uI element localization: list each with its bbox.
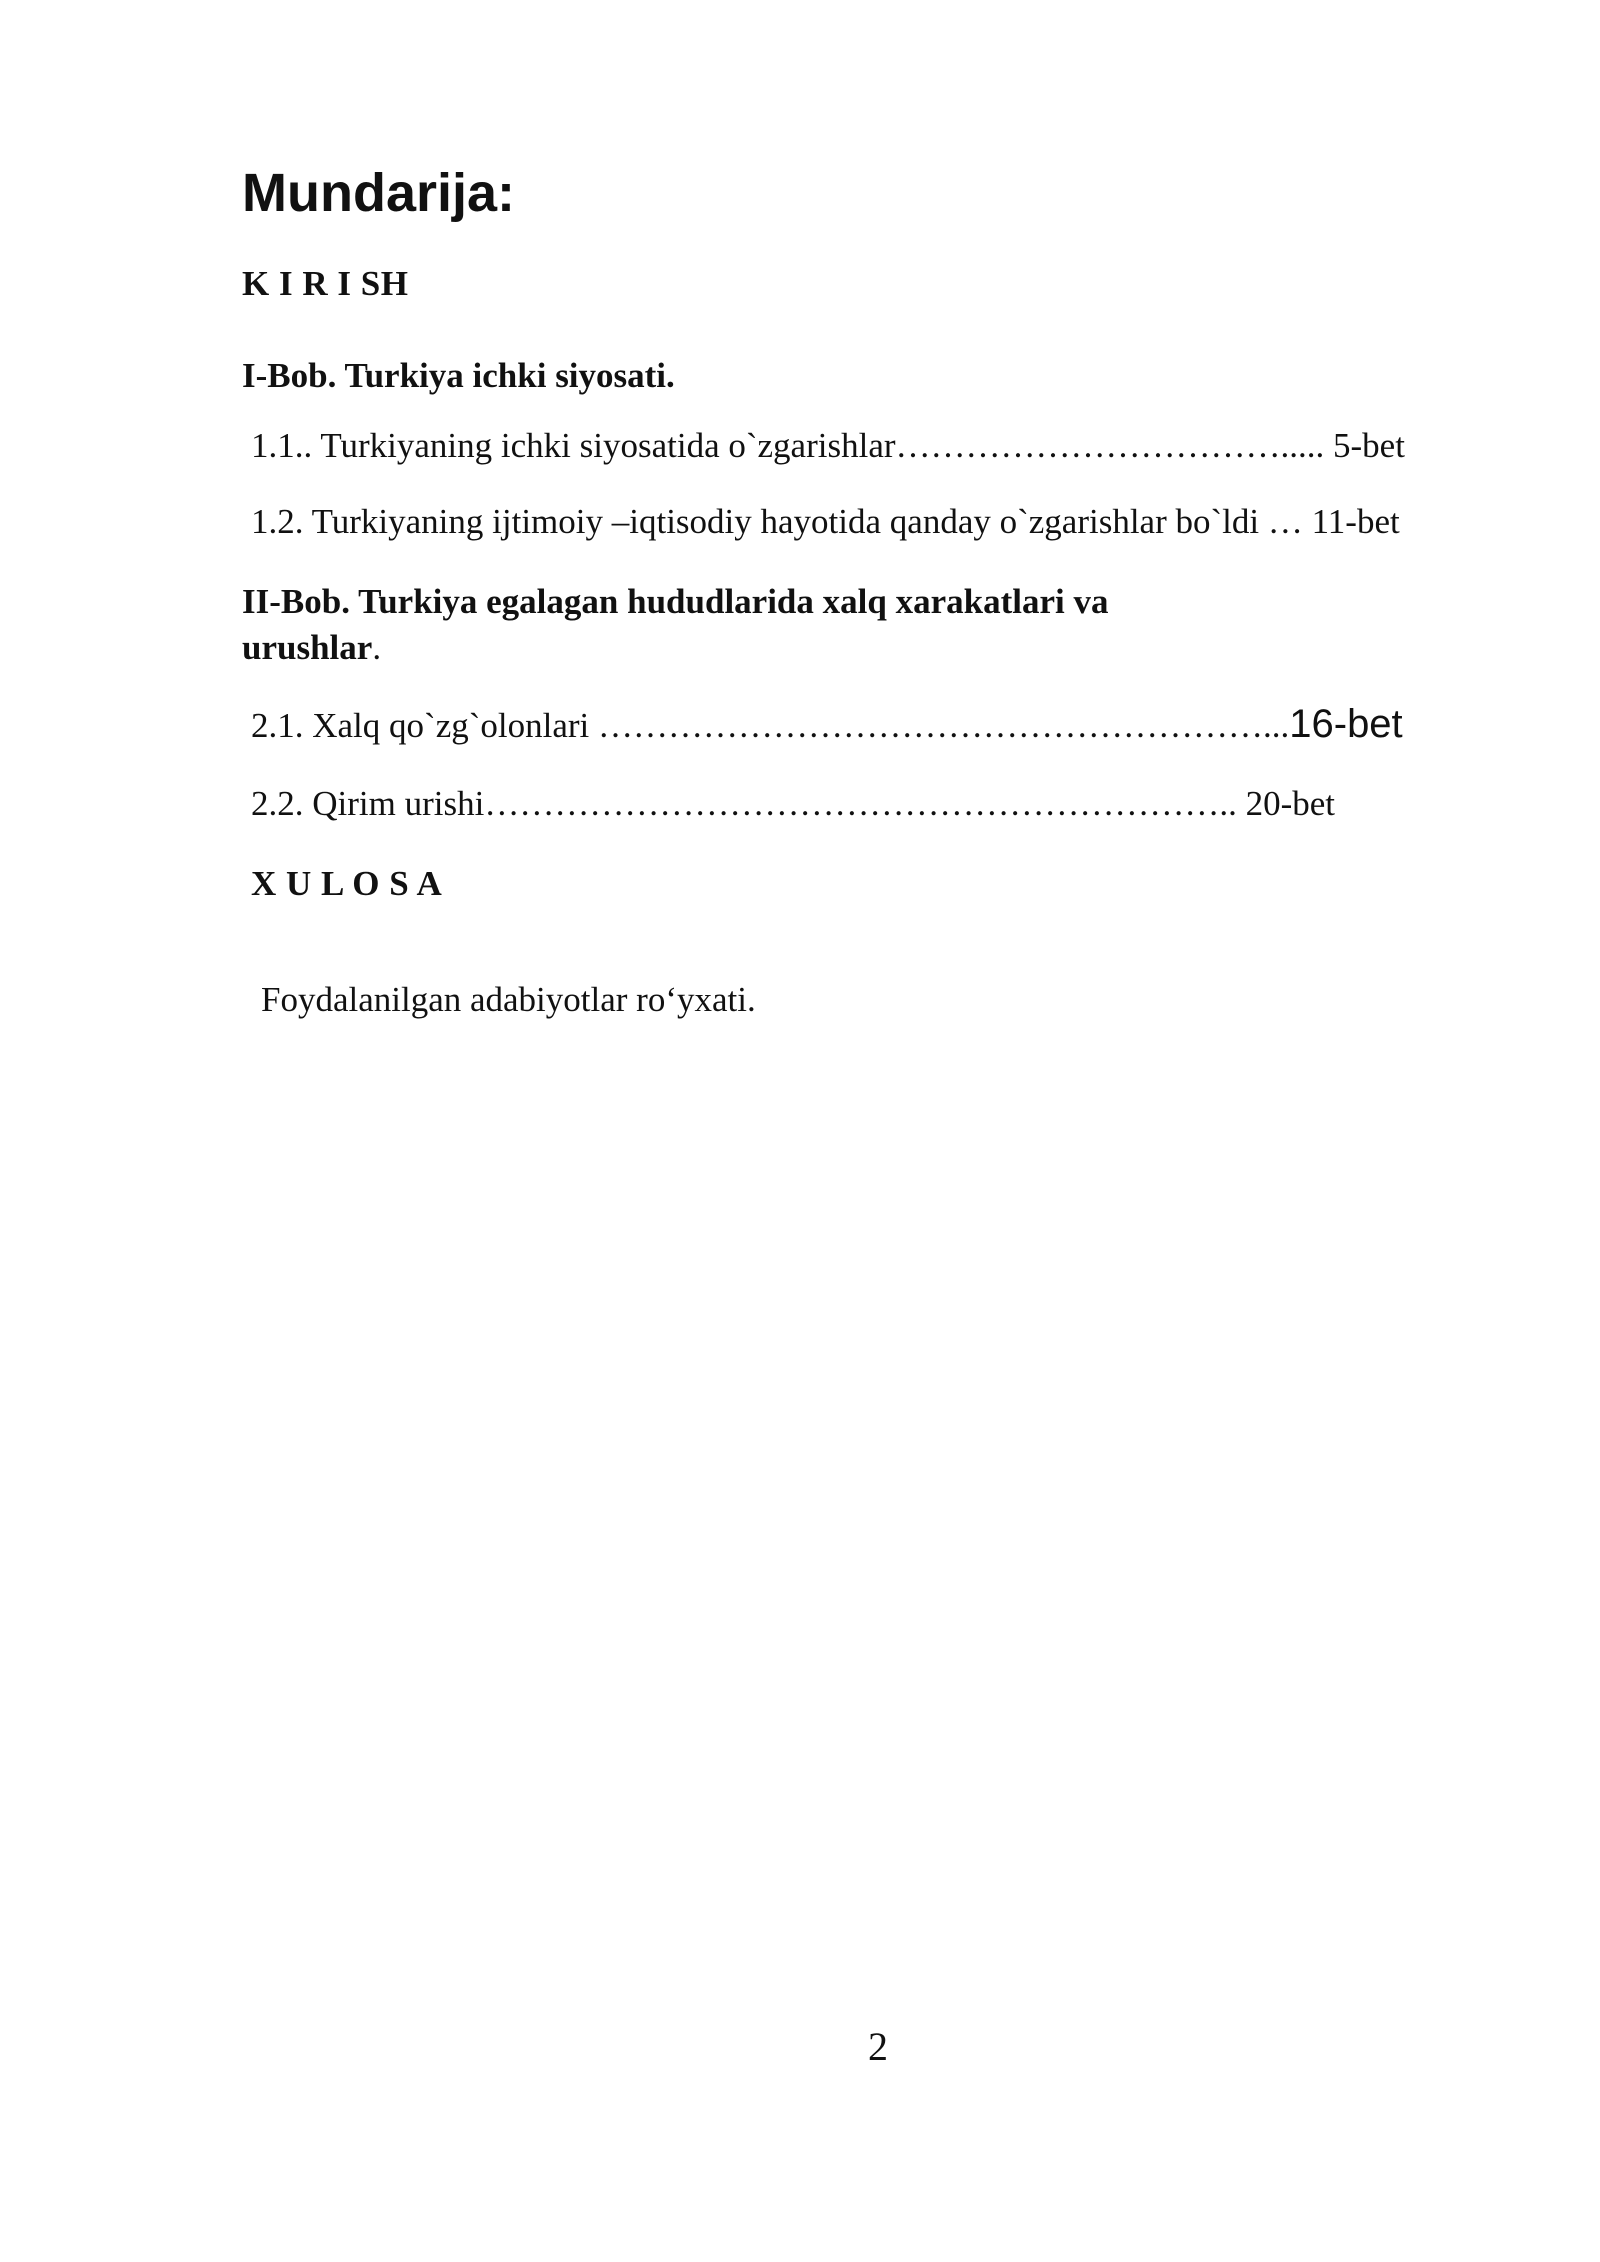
toc-entry-text: 2.1. Xalq qo`zg`olonlari xyxy=(251,706,598,745)
page-title: Mundarija: xyxy=(242,163,516,223)
toc-chapter2-heading-word: urushlar xyxy=(242,628,373,667)
toc-intro-heading: K I R I SH xyxy=(242,264,409,303)
toc-conclusion-heading: X U L O S A xyxy=(251,864,443,903)
toc-chapter2-heading-line2 xyxy=(242,626,381,670)
toc-entry-page: 11-bet xyxy=(1311,502,1400,541)
toc-entry-text: 1.1.. Turkiyaning ichki siyosatida o`zgarishlar xyxy=(251,426,896,465)
page-number: 2 xyxy=(868,2024,888,2069)
toc-entry-leader: ……………………………………………………….. xyxy=(484,784,1237,823)
toc-entry-leader: ……………………………..... xyxy=(895,426,1325,465)
toc-entry-leader: …………………………………………………... xyxy=(598,706,1290,745)
toc-entry-text: 1.2. Turkiyaning ijtimoiy –iqtisodiy hayotida qanday o`zgarishlar bo`ldi xyxy=(251,502,1260,541)
toc-entry-leader: … xyxy=(1259,502,1312,541)
toc-entry-text: 2.2. Qirim urishi xyxy=(251,784,485,823)
toc-entry-page: 16-bet xyxy=(1289,702,1403,746)
toc-entry-page: 5-bet xyxy=(1324,426,1405,465)
toc-chapter2-heading-period: . xyxy=(372,628,382,667)
toc-entry-1-2 xyxy=(251,500,1400,544)
toc-entry-1-1 xyxy=(251,424,1405,468)
toc-entry-page: 20-bet xyxy=(1236,784,1335,823)
toc-chapter2-heading-line1: II-Bob. Turkiya egalagan hududlarida xalq xarakatlari va xyxy=(242,582,1109,621)
toc-chapter1-heading: I-Bob. Turkiya ichki siyosati. xyxy=(242,356,675,395)
toc-entry-2-2 xyxy=(251,782,1335,826)
toc-references: Foydalanilgan adabiyotlar ro‘yxati. xyxy=(261,980,756,1019)
toc-entry-2-1 xyxy=(251,702,1403,748)
